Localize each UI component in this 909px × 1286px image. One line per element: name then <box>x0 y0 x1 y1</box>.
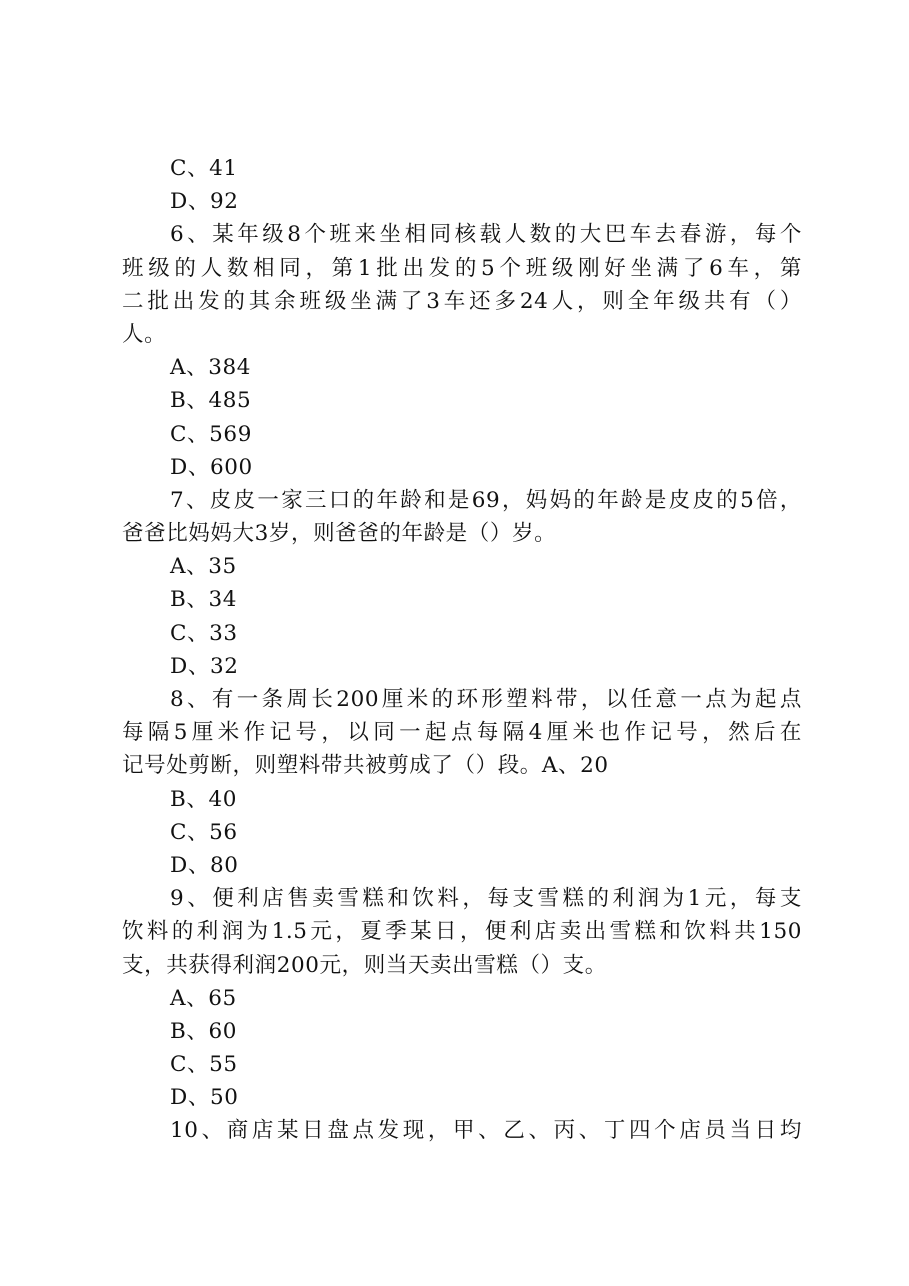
text-line: C、41 <box>170 156 238 181</box>
text-line: D、600 <box>170 454 253 480</box>
text-line: A、35 <box>170 554 237 580</box>
text-line: A、384 <box>170 355 252 381</box>
text-line: D、80 <box>170 852 239 878</box>
text-line: 10、商店某日盘点发现，甲、乙、丙、丁四个店员当日均 <box>170 1118 802 1144</box>
text-line: D、32 <box>170 653 239 679</box>
text-line: 6、某年级8个班来坐相同核载人数的大巴车去春游，每个 <box>170 222 802 248</box>
text-line: B、485 <box>170 388 252 414</box>
text-line: B、60 <box>170 1018 238 1044</box>
text-line: 每隔5厘米作记号，以同一起点每隔4厘米也作记号，然后在 <box>122 720 802 746</box>
text-line: D、50 <box>170 1085 239 1111</box>
text-line: C、569 <box>170 421 252 447</box>
text-line: 8、有一条周长200厘米的环形塑料带，以任意一点为起点 <box>170 687 802 712</box>
text-line: 饮料的利润为1.5元，夏季某日，便利店卖出雪糕和饮料共150 <box>122 919 802 945</box>
text-line: D、92 <box>170 189 239 215</box>
text-line: B、40 <box>170 786 238 812</box>
text-line: C、55 <box>170 1052 238 1078</box>
text-line: 9、便利店售卖雪糕和饮料，每支雪糕的利润为1元，每支 <box>170 886 802 912</box>
text-line: C、33 <box>170 620 238 646</box>
text-line: 支，共获得利润200元，则当天卖出雪糕（）支。 <box>122 952 607 978</box>
text-line: 爸爸比妈妈大3岁，则爸爸的年龄是（）岁。 <box>122 521 557 547</box>
text-line: 二批出发的其余班级坐满了3车还多24人，则全年级共有（） <box>122 288 802 314</box>
text-line: 人。 <box>122 321 167 347</box>
document-body <box>122 152 802 1148</box>
text-line: B、34 <box>170 587 238 613</box>
text-line: A、65 <box>170 985 237 1011</box>
text-line: 记号处剪断，则塑料带共被剪成了（）段。A、20 <box>122 753 609 779</box>
text-line: 班级的人数相同，第1批出发的5个班级刚好坐满了6车，第 <box>122 255 802 281</box>
text-line: C、56 <box>170 819 238 845</box>
text-line: 7、皮皮一家三口的年龄和是69，妈妈的年龄是皮皮的5倍， <box>170 487 802 513</box>
